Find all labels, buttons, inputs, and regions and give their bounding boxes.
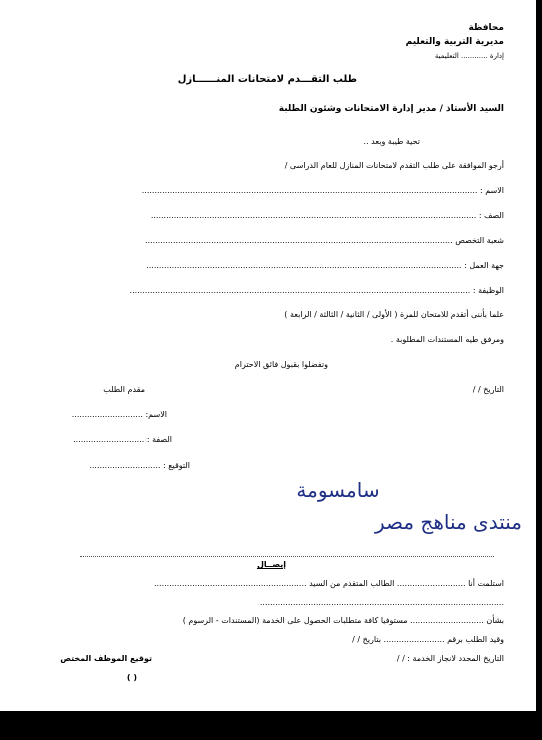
applicant-capacity: الصفة : ............................ [73, 435, 172, 444]
closing-line: وتفضلوا بقبول فائق الاحترام [234, 360, 328, 369]
receipt-continuation: ................................................................................................ [259, 598, 504, 607]
attachments-line: ومرفق طيه المستندات المطلوبة . [390, 335, 504, 344]
form-title: طلب التقـــدم لامتحانات المنــــــازل [177, 74, 357, 85]
header-directorate: مديرية التربية والتعليم [405, 37, 504, 47]
applicant-label: مقدم الطلب [103, 385, 145, 394]
request-line: أرجو الموافقة على طلب التقدم لامتحانات المنازل للعام الدراسى / [284, 161, 504, 170]
receipt-signature-label: توقيع الموظف المختص [60, 654, 152, 663]
receipt-service-date: التاريخ المحدد لانجاز الخدمة : / / [396, 654, 504, 663]
name-field: الاسم : .................................................................................................................................... [141, 186, 504, 195]
watermark-line-2: منتدى مناهج مصر [374, 510, 522, 534]
receipt-received: استلمت أنا ........................... الطالب المتقدم من السيد ............................................................ [153, 579, 504, 588]
receipt-title: إيصــال [256, 560, 286, 569]
receipt-separator [80, 556, 494, 557]
employer-field: جهة العمل : ............................................................................................................................ [146, 261, 504, 270]
addressee-line: السيد الأستاذ / مدير إدارة الامتحانات وشئون الطلبة [278, 104, 504, 114]
specialization-field: شعبة التخصص ......................................................................................................................... [144, 236, 504, 245]
watermark-line-1: سامسومة [296, 478, 380, 502]
applicant-signature: التوقيع : ............................ [89, 461, 190, 470]
header-administration: إدارة ............ التعليمية [434, 52, 504, 60]
job-field: الوظيفة : ...................................................................................................................................... [129, 286, 504, 295]
receipt-signature-box: ( ) [126, 673, 137, 682]
header-governorate: محافظة [468, 23, 504, 33]
attempt-line: علما بأننى أتقدم للامتحان للمرة ( الأولى / الثانية / الثالثة / الرابعة ) [284, 310, 504, 319]
page-edge-bottom [0, 711, 542, 740]
page-edge-right [536, 0, 542, 740]
applicant-name: الاسم: ............................ [71, 410, 167, 419]
grade-field: الصف : ................................................................................................................................ [150, 211, 504, 220]
receipt-regarding: بشأن ............................. مستوفيا كافة متطلبات الحصول على الخدمة (المستندات - الرسوم ) [182, 616, 504, 625]
receipt-request-no: وقيد الطلب برقم ........................ بتاريخ / / [352, 635, 504, 644]
greeting-line: تحية طيبة وبعد .. [363, 137, 420, 146]
date-line: التاريخ / / [472, 385, 504, 394]
